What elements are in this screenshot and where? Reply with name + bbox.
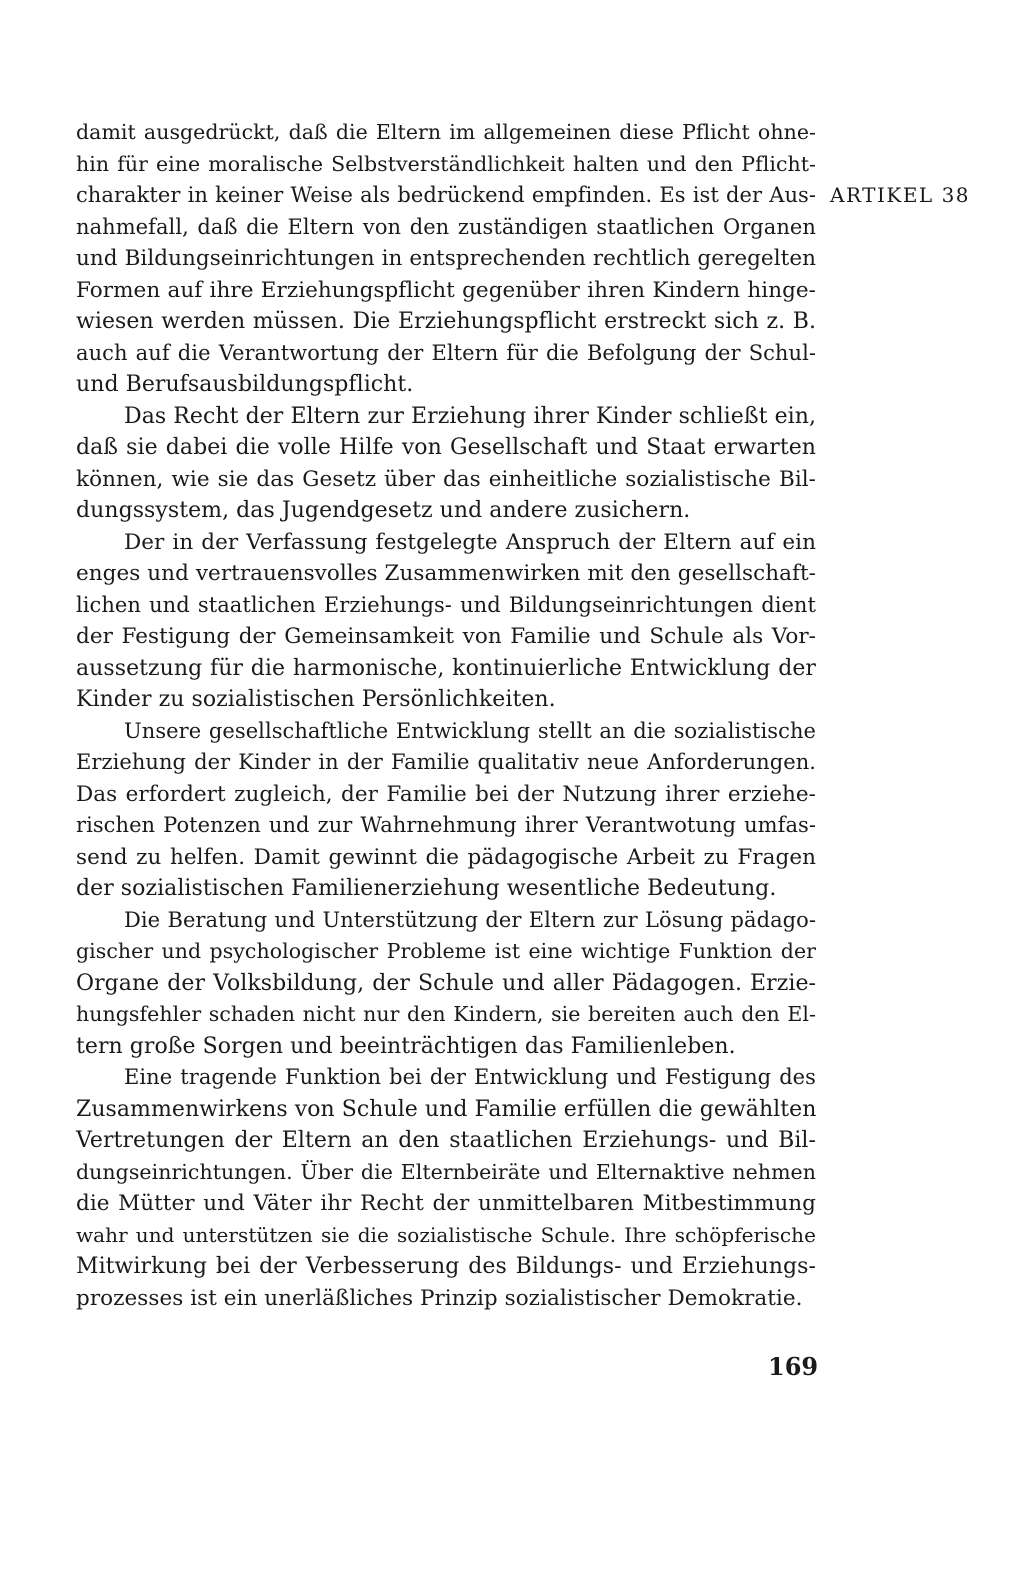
text-line: Erziehung der Kinder in der Familie qualitativ neue Anforderungen.	[76, 750, 816, 774]
text-line: und Bildungseinrichtungen in entsprechenden rechtlich geregelten	[76, 246, 816, 271]
text-line: Organe der Volksbildung, der Schule und aller Pädagogen. Erzie-	[76, 970, 816, 996]
text-line: hungsfehler schaden nicht nur den Kindern, sie bereiten auch den El-	[76, 1002, 816, 1026]
text-line: rischen Potenzen und zur Wahrnehmung ihrer Verantwotung umfas-	[76, 813, 816, 837]
text-line: gischer und psychologischer Probleme ist eine wichtige Funktion der	[76, 939, 816, 963]
text-line: dungseinrichtungen. Über die Elternbeiräte und Elternaktive nehmen	[76, 1159, 816, 1184]
text-line: Eine tragende Funktion bei der Entwicklung und Festigung des	[124, 1065, 816, 1089]
text-line: Vertretungen der Eltern an den staatlichen Erziehungs- und Bil-	[76, 1128, 816, 1153]
text-line: daß sie dabei die volle Hilfe von Gesellschaft und Staat erwarten	[76, 435, 816, 460]
text-line: der Festigung der Gemeinsamkeit von Familie und Schule als Vor-	[76, 624, 816, 649]
text-line: wiesen werden müssen. Die Erziehungspflicht erstreckt sich z. B.	[76, 309, 816, 334]
text-line: enges und vertrauensvolles Zusammenwirken mit den gesellschaft-	[76, 561, 816, 586]
text-line: dungssystem, das Jugendgesetz und andere zusichern.	[76, 498, 691, 523]
text-line: wahr und unterstützen sie die sozialistische Schule. Ihre schöpferische	[76, 1222, 816, 1247]
text-line: charakter in keiner Weise als bedrückend empfinden. Es ist der Aus-	[76, 183, 816, 207]
text-line: Das erfordert zugleich, der Familie bei der Nutzung ihrer erziehe-	[76, 781, 816, 807]
text-line: Zusammenwirkens von Schule und Familie erfüllen die gewählten	[76, 1096, 817, 1122]
text-line: der sozialistischen Familienerziehung wesentliche Bedeutung.	[76, 876, 777, 901]
text-line: Formen auf ihre Erziehungspflicht gegenüber ihren Kindern hinge-	[76, 277, 816, 303]
text-line: hin für eine moralische Selbstverständlichkeit halten und den Pflicht-	[76, 151, 816, 176]
text-line: Unsere gesellschaftliche Entwicklung stellt an die sozialistische	[124, 718, 816, 743]
text-line: Kinder zu sozialistischen Persönlichkeiten.	[76, 687, 556, 712]
text-line: auch auf die Verantwortung der Eltern für die Befolgung der Schul-	[76, 340, 816, 365]
text-line: und Berufsausbildungspflicht.	[76, 372, 414, 397]
text-line: die Mütter und Väter ihr Recht der unmittelbaren Mitbestimmung	[76, 1191, 816, 1216]
text-line: Der in der Verfassung festgelegte Anspruch der Eltern auf ein	[124, 529, 816, 555]
page-number: 169	[768, 1352, 819, 1381]
text-line: damit ausgedrückt, daß die Eltern im allgemeinen diese Pflicht ohne-	[76, 120, 816, 144]
text-line: lichen und staatlichen Erziehungs- und Bildungseinrichtungen dient	[76, 592, 816, 617]
text-line: tern große Sorgen und beeinträchtigen das Familienleben.	[76, 1033, 736, 1059]
text-line: nahmefall, daß die Eltern von den zuständigen staatlichen Organen	[76, 214, 816, 239]
body-text	[76, 117, 816, 1314]
text-line: Mitwirkung bei der Verbesserung des Bildungs- und Erziehungs-	[76, 1254, 816, 1279]
text-line: Das Recht der Eltern zur Erziehung ihrer Kinder schließt ein,	[124, 403, 816, 429]
text-line: aussetzung für die harmonische, kontinuierliche Entwicklung der	[76, 655, 816, 681]
article-marginal-note: ARTIKEL 38	[830, 183, 971, 207]
text-line: send zu helfen. Damit gewinnt die pädagogische Arbeit zu Fragen	[76, 844, 816, 870]
text-line: Die Beratung und Unterstützung der Eltern zur Lösung pädago-	[124, 907, 816, 932]
text-line: prozesses ist ein unerläßliches Prinzip sozialistischer Demokratie.	[76, 1285, 803, 1311]
text-line: können, wie sie das Gesetz über das einheitliche sozialistische Bil-	[76, 466, 816, 492]
